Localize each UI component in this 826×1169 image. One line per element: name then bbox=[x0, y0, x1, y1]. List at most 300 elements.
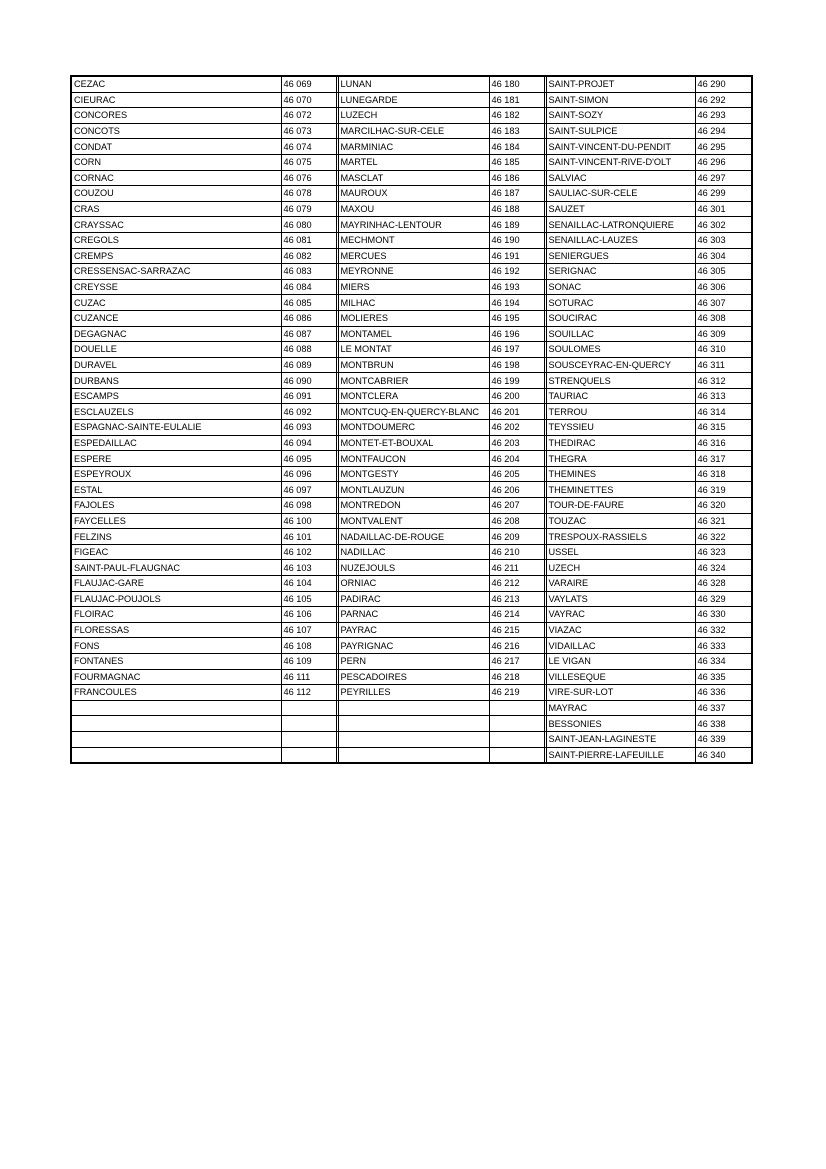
commune-name: SAINT-JEAN-LAGINESTE bbox=[546, 731, 695, 747]
commune-name: MERCUES bbox=[338, 248, 489, 264]
commune-code: 46 319 bbox=[695, 482, 752, 498]
commune-code: 46 086 bbox=[281, 310, 336, 326]
commune-code: 46 081 bbox=[281, 232, 336, 248]
commune-name: NADILLAC bbox=[338, 544, 489, 560]
commune-code: 46 210 bbox=[489, 544, 544, 560]
commune-code: 46 203 bbox=[489, 435, 544, 451]
commune-name bbox=[71, 716, 281, 732]
commune-name: SONAC bbox=[546, 279, 695, 295]
commune-name: MASCLAT bbox=[338, 170, 489, 186]
commune-name: ORNIAC bbox=[338, 576, 489, 592]
commune-code: 46 330 bbox=[695, 607, 752, 623]
commune-name: SENIERGUES bbox=[546, 248, 695, 264]
commune-name: MARCILHAC-SUR-CELE bbox=[338, 123, 489, 139]
table-row bbox=[71, 248, 752, 264]
commune-name: CRAYSSAC bbox=[71, 217, 281, 233]
table-row bbox=[71, 186, 752, 202]
commune-code: 46 202 bbox=[489, 420, 544, 436]
table-row bbox=[71, 326, 752, 342]
commune-name: SAINT-PIERRE-LAFEUILLE bbox=[546, 747, 695, 763]
communes-table bbox=[70, 75, 753, 764]
commune-code: 46 332 bbox=[695, 622, 752, 638]
commune-code: 46 196 bbox=[489, 326, 544, 342]
table-row bbox=[71, 576, 752, 592]
table-row bbox=[71, 482, 752, 498]
commune-code: 46 308 bbox=[695, 310, 752, 326]
commune-name: SALVIAC bbox=[546, 170, 695, 186]
commune-code: 46 180 bbox=[489, 76, 544, 92]
commune-name: CREYSSE bbox=[71, 279, 281, 295]
commune-code: 46 185 bbox=[489, 154, 544, 170]
commune-code: 46 088 bbox=[281, 342, 336, 358]
commune-name: MONTGESTY bbox=[338, 466, 489, 482]
commune-name: SOUCIRAC bbox=[546, 310, 695, 326]
commune-code: 46 080 bbox=[281, 217, 336, 233]
commune-name: DURBANS bbox=[71, 373, 281, 389]
commune-name: LUNEGARDE bbox=[338, 92, 489, 108]
commune-name: SAINT-PROJET bbox=[546, 76, 695, 92]
table-row bbox=[71, 404, 752, 420]
commune-code: 46 097 bbox=[281, 482, 336, 498]
commune-code bbox=[281, 700, 336, 716]
commune-name: ESTAL bbox=[71, 482, 281, 498]
commune-name: CUZAC bbox=[71, 295, 281, 311]
table-row bbox=[71, 357, 752, 373]
commune-name: VIDAILLAC bbox=[546, 638, 695, 654]
table-row bbox=[71, 373, 752, 389]
commune-code: 46 201 bbox=[489, 404, 544, 420]
commune-name: DOUELLE bbox=[71, 342, 281, 358]
commune-name: FRANCOULES bbox=[71, 685, 281, 701]
commune-name: SOTURAC bbox=[546, 295, 695, 311]
commune-code: 46 301 bbox=[695, 201, 752, 217]
commune-code bbox=[489, 747, 544, 763]
commune-name: MIERS bbox=[338, 279, 489, 295]
commune-code: 46 216 bbox=[489, 638, 544, 654]
commune-code: 46 337 bbox=[695, 700, 752, 716]
commune-code: 46 213 bbox=[489, 591, 544, 607]
commune-name: TOUR-DE-FAURE bbox=[546, 498, 695, 514]
commune-code: 46 107 bbox=[281, 622, 336, 638]
commune-name: MARTEL bbox=[338, 154, 489, 170]
commune-code: 46 090 bbox=[281, 373, 336, 389]
commune-name bbox=[338, 716, 489, 732]
table-row bbox=[71, 622, 752, 638]
commune-code: 46 318 bbox=[695, 466, 752, 482]
commune-name: VIAZAC bbox=[546, 622, 695, 638]
commune-name: BESSONIES bbox=[546, 716, 695, 732]
commune-code: 46 181 bbox=[489, 92, 544, 108]
table-row bbox=[71, 123, 752, 139]
commune-code bbox=[281, 716, 336, 732]
commune-name: PESCADOIRES bbox=[338, 669, 489, 685]
commune-name: SERIGNAC bbox=[546, 264, 695, 280]
commune-code: 46 299 bbox=[695, 186, 752, 202]
table-row bbox=[71, 700, 752, 716]
commune-code: 46 329 bbox=[695, 591, 752, 607]
commune-code: 46 084 bbox=[281, 279, 336, 295]
table-row bbox=[71, 451, 752, 467]
commune-name: CREMPS bbox=[71, 248, 281, 264]
commune-code: 46 290 bbox=[695, 76, 752, 92]
commune-name: FLAUJAC-GARE bbox=[71, 576, 281, 592]
commune-name: ESPERE bbox=[71, 451, 281, 467]
commune-name: MONTCUQ-EN-QUERCY-BLANC bbox=[338, 404, 489, 420]
commune-code bbox=[489, 716, 544, 732]
commune-name: TERROU bbox=[546, 404, 695, 420]
table-row bbox=[71, 638, 752, 654]
commune-name: LUZECH bbox=[338, 108, 489, 124]
commune-name: THEMINETTES bbox=[546, 482, 695, 498]
commune-code: 46 314 bbox=[695, 404, 752, 420]
commune-code: 46 303 bbox=[695, 232, 752, 248]
commune-name: PARNAC bbox=[338, 607, 489, 623]
commune-code: 46 335 bbox=[695, 669, 752, 685]
commune-code: 46 311 bbox=[695, 357, 752, 373]
commune-name: MONTFAUCON bbox=[338, 451, 489, 467]
commune-name: FLOIRAC bbox=[71, 607, 281, 623]
table-row bbox=[71, 139, 752, 155]
table-row bbox=[71, 591, 752, 607]
commune-code: 46 092 bbox=[281, 404, 336, 420]
commune-code: 46 296 bbox=[695, 154, 752, 170]
commune-code: 46 070 bbox=[281, 92, 336, 108]
commune-name: CONCOTS bbox=[71, 123, 281, 139]
commune-name: SAULIAC-SUR-CELE bbox=[546, 186, 695, 202]
table-row bbox=[71, 607, 752, 623]
commune-name: FELZINS bbox=[71, 529, 281, 545]
commune-name: ESPAGNAC-SAINTE-EULALIE bbox=[71, 420, 281, 436]
table-row bbox=[71, 201, 752, 217]
table-row bbox=[71, 653, 752, 669]
commune-code: 46 095 bbox=[281, 451, 336, 467]
commune-code: 46 198 bbox=[489, 357, 544, 373]
table-row bbox=[71, 92, 752, 108]
commune-code: 46 111 bbox=[281, 669, 336, 685]
commune-code: 46 316 bbox=[695, 435, 752, 451]
commune-code: 46 297 bbox=[695, 170, 752, 186]
commune-name: MAUROUX bbox=[338, 186, 489, 202]
commune-name: CEZAC bbox=[71, 76, 281, 92]
commune-name: SAINT-SOZY bbox=[546, 108, 695, 124]
commune-name: FAJOLES bbox=[71, 498, 281, 514]
commune-code: 46 217 bbox=[489, 653, 544, 669]
table-row bbox=[71, 217, 752, 233]
commune-name: VAYLATS bbox=[546, 591, 695, 607]
table-row bbox=[71, 108, 752, 124]
commune-code: 46 214 bbox=[489, 607, 544, 623]
commune-name bbox=[338, 700, 489, 716]
commune-name: THEDIRAC bbox=[546, 435, 695, 451]
commune-code: 46 317 bbox=[695, 451, 752, 467]
commune-code: 46 218 bbox=[489, 669, 544, 685]
commune-code: 46 091 bbox=[281, 388, 336, 404]
table-row bbox=[71, 310, 752, 326]
commune-code: 46 305 bbox=[695, 264, 752, 280]
table-row bbox=[71, 154, 752, 170]
commune-name: MONTAMEL bbox=[338, 326, 489, 342]
commune-code: 46 189 bbox=[489, 217, 544, 233]
commune-name: MONTREDON bbox=[338, 498, 489, 514]
table-row bbox=[71, 669, 752, 685]
commune-name: THEMINES bbox=[546, 466, 695, 482]
commune-name: SAUZET bbox=[546, 201, 695, 217]
commune-name: FLAUJAC-POUJOLS bbox=[71, 591, 281, 607]
commune-code: 46 195 bbox=[489, 310, 544, 326]
commune-name: STRENQUELS bbox=[546, 373, 695, 389]
commune-code: 46 204 bbox=[489, 451, 544, 467]
commune-name: MEYRONNE bbox=[338, 264, 489, 280]
commune-code: 46 206 bbox=[489, 482, 544, 498]
commune-name: MONTET-ET-BOUXAL bbox=[338, 435, 489, 451]
commune-code: 46 211 bbox=[489, 560, 544, 576]
table-row bbox=[71, 435, 752, 451]
table-row bbox=[71, 295, 752, 311]
commune-code: 46 105 bbox=[281, 591, 336, 607]
commune-name: NADAILLAC-DE-ROUGE bbox=[338, 529, 489, 545]
commune-name: MECHMONT bbox=[338, 232, 489, 248]
commune-name: LUNAN bbox=[338, 76, 489, 92]
commune-name: FONS bbox=[71, 638, 281, 654]
commune-code: 46 302 bbox=[695, 217, 752, 233]
commune-code: 46 188 bbox=[489, 201, 544, 217]
commune-code: 46 182 bbox=[489, 108, 544, 124]
commune-code: 46 208 bbox=[489, 513, 544, 529]
commune-code: 46 069 bbox=[281, 76, 336, 92]
table-row bbox=[71, 513, 752, 529]
commune-code: 46 194 bbox=[489, 295, 544, 311]
commune-code: 46 183 bbox=[489, 123, 544, 139]
commune-code: 46 320 bbox=[695, 498, 752, 514]
commune-name: MONTVALENT bbox=[338, 513, 489, 529]
commune-name: CUZANCE bbox=[71, 310, 281, 326]
commune-name: PEYRILLES bbox=[338, 685, 489, 701]
commune-code: 46 324 bbox=[695, 560, 752, 576]
commune-code: 46 306 bbox=[695, 279, 752, 295]
commune-name: CRAS bbox=[71, 201, 281, 217]
commune-code: 46 321 bbox=[695, 513, 752, 529]
commune-code: 46 079 bbox=[281, 201, 336, 217]
commune-code: 46 294 bbox=[695, 123, 752, 139]
commune-name: MAXOU bbox=[338, 201, 489, 217]
commune-code: 46 336 bbox=[695, 685, 752, 701]
commune-name: MONTDOUMERC bbox=[338, 420, 489, 436]
commune-name: NUZEJOULS bbox=[338, 560, 489, 576]
commune-name: ESCAMPS bbox=[71, 388, 281, 404]
commune-name: CREGOLS bbox=[71, 232, 281, 248]
commune-code: 46 197 bbox=[489, 342, 544, 358]
commune-name: SENAILLAC-LAUZES bbox=[546, 232, 695, 248]
commune-name: VIRE-SUR-LOT bbox=[546, 685, 695, 701]
table-row bbox=[71, 498, 752, 514]
commune-code: 46 072 bbox=[281, 108, 336, 124]
commune-code: 46 076 bbox=[281, 170, 336, 186]
commune-code: 46 191 bbox=[489, 248, 544, 264]
table-row bbox=[71, 747, 752, 763]
commune-code bbox=[489, 731, 544, 747]
table-row bbox=[71, 716, 752, 732]
commune-name: FIGEAC bbox=[71, 544, 281, 560]
commune-name: MONTLAUZUN bbox=[338, 482, 489, 498]
commune-code: 46 212 bbox=[489, 576, 544, 592]
commune-name bbox=[71, 700, 281, 716]
commune-name: MARMINIAC bbox=[338, 139, 489, 155]
commune-code: 46 190 bbox=[489, 232, 544, 248]
commune-name: TRESPOUX-RASSIELS bbox=[546, 529, 695, 545]
commune-code: 46 109 bbox=[281, 653, 336, 669]
table-row bbox=[71, 560, 752, 576]
table-row bbox=[71, 342, 752, 358]
commune-code: 46 108 bbox=[281, 638, 336, 654]
commune-code: 46 087 bbox=[281, 326, 336, 342]
commune-code: 46 103 bbox=[281, 560, 336, 576]
commune-name: CORN bbox=[71, 154, 281, 170]
table-row bbox=[71, 232, 752, 248]
commune-code: 46 323 bbox=[695, 544, 752, 560]
commune-name bbox=[338, 747, 489, 763]
commune-code: 46 312 bbox=[695, 373, 752, 389]
commune-code: 46 207 bbox=[489, 498, 544, 514]
commune-code: 46 102 bbox=[281, 544, 336, 560]
commune-name: LE MONTAT bbox=[338, 342, 489, 358]
commune-code: 46 200 bbox=[489, 388, 544, 404]
commune-code: 46 322 bbox=[695, 529, 752, 545]
commune-code bbox=[281, 747, 336, 763]
table-row bbox=[71, 264, 752, 280]
commune-code: 46 328 bbox=[695, 576, 752, 592]
commune-name: SAINT-VINCENT-RIVE-D'OLT bbox=[546, 154, 695, 170]
commune-name: FOURMAGNAC bbox=[71, 669, 281, 685]
commune-name: CORNAC bbox=[71, 170, 281, 186]
commune-name: PAYRAC bbox=[338, 622, 489, 638]
commune-name: SOULOMES bbox=[546, 342, 695, 358]
commune-code: 46 093 bbox=[281, 420, 336, 436]
commune-name: PADIRAC bbox=[338, 591, 489, 607]
commune-name: UZECH bbox=[546, 560, 695, 576]
communes-table-body bbox=[71, 76, 752, 763]
commune-code: 46 073 bbox=[281, 123, 336, 139]
commune-name: SAINT-SIMON bbox=[546, 92, 695, 108]
commune-code: 46 310 bbox=[695, 342, 752, 358]
commune-name: SENAILLAC-LATRONQUIERE bbox=[546, 217, 695, 233]
commune-name: MILHAC bbox=[338, 295, 489, 311]
table-row bbox=[71, 685, 752, 701]
table-row bbox=[71, 279, 752, 295]
commune-name: MONTBRUN bbox=[338, 357, 489, 373]
commune-name: THEGRA bbox=[546, 451, 695, 467]
commune-name: TOUZAC bbox=[546, 513, 695, 529]
commune-name: TAURIAC bbox=[546, 388, 695, 404]
commune-code: 46 082 bbox=[281, 248, 336, 264]
commune-code: 46 219 bbox=[489, 685, 544, 701]
commune-code: 46 085 bbox=[281, 295, 336, 311]
commune-code: 46 098 bbox=[281, 498, 336, 514]
commune-code: 46 100 bbox=[281, 513, 336, 529]
commune-name: PERN bbox=[338, 653, 489, 669]
commune-code: 46 339 bbox=[695, 731, 752, 747]
commune-code: 46 096 bbox=[281, 466, 336, 482]
commune-name: ESPEDAILLAC bbox=[71, 435, 281, 451]
table-row bbox=[71, 466, 752, 482]
commune-name: MAYRAC bbox=[546, 700, 695, 716]
commune-name: FLORESSAS bbox=[71, 622, 281, 638]
commune-name: LE VIGAN bbox=[546, 653, 695, 669]
commune-code: 46 192 bbox=[489, 264, 544, 280]
commune-name: COUZOU bbox=[71, 186, 281, 202]
table-row bbox=[71, 420, 752, 436]
table-row bbox=[71, 76, 752, 92]
commune-name: CRESSENSAC-SARRAZAC bbox=[71, 264, 281, 280]
commune-code: 46 313 bbox=[695, 388, 752, 404]
commune-name: MAYRINHAC-LENTOUR bbox=[338, 217, 489, 233]
commune-name: ESPEYROUX bbox=[71, 466, 281, 482]
commune-code: 46 199 bbox=[489, 373, 544, 389]
commune-code bbox=[489, 700, 544, 716]
commune-code: 46 074 bbox=[281, 139, 336, 155]
commune-name: VAYRAC bbox=[546, 607, 695, 623]
commune-name: MONTCLERA bbox=[338, 388, 489, 404]
commune-code: 46 193 bbox=[489, 279, 544, 295]
commune-code: 46 094 bbox=[281, 435, 336, 451]
commune-code bbox=[281, 731, 336, 747]
commune-code: 46 112 bbox=[281, 685, 336, 701]
commune-name: CIEURAC bbox=[71, 92, 281, 108]
commune-code: 46 083 bbox=[281, 264, 336, 280]
commune-code: 46 101 bbox=[281, 529, 336, 545]
commune-code: 46 104 bbox=[281, 576, 336, 592]
commune-name: ESCLAUZELS bbox=[71, 404, 281, 420]
commune-code: 46 309 bbox=[695, 326, 752, 342]
commune-name: SAINT-PAUL-FLAUGNAC bbox=[71, 560, 281, 576]
commune-code: 46 075 bbox=[281, 154, 336, 170]
commune-name: SAINT-SULPICE bbox=[546, 123, 695, 139]
commune-name: CONDAT bbox=[71, 139, 281, 155]
commune-name: MOLIERES bbox=[338, 310, 489, 326]
commune-name: PAYRIGNAC bbox=[338, 638, 489, 654]
commune-name: TEYSSIEU bbox=[546, 420, 695, 436]
commune-code: 46 184 bbox=[489, 139, 544, 155]
commune-code: 46 209 bbox=[489, 529, 544, 545]
commune-code: 46 215 bbox=[489, 622, 544, 638]
commune-code: 46 089 bbox=[281, 357, 336, 373]
commune-code: 46 338 bbox=[695, 716, 752, 732]
commune-code: 46 307 bbox=[695, 295, 752, 311]
table-row bbox=[71, 731, 752, 747]
commune-code: 46 292 bbox=[695, 92, 752, 108]
table-row bbox=[71, 388, 752, 404]
commune-name: VARAIRE bbox=[546, 576, 695, 592]
commune-name: SOUSCEYRAC-EN-QUERCY bbox=[546, 357, 695, 373]
commune-name: VILLESEQUE bbox=[546, 669, 695, 685]
commune-name: SOUILLAC bbox=[546, 326, 695, 342]
commune-name: DURAVEL bbox=[71, 357, 281, 373]
commune-name: FAYCELLES bbox=[71, 513, 281, 529]
commune-name: DEGAGNAC bbox=[71, 326, 281, 342]
commune-code: 46 340 bbox=[695, 747, 752, 763]
commune-name: USSEL bbox=[546, 544, 695, 560]
commune-code: 46 304 bbox=[695, 248, 752, 264]
commune-code: 46 315 bbox=[695, 420, 752, 436]
table-row bbox=[71, 170, 752, 186]
commune-code: 46 333 bbox=[695, 638, 752, 654]
commune-name bbox=[71, 747, 281, 763]
commune-name: FONTANES bbox=[71, 653, 281, 669]
table-row bbox=[71, 544, 752, 560]
commune-code: 46 334 bbox=[695, 653, 752, 669]
commune-code: 46 186 bbox=[489, 170, 544, 186]
commune-name: CONCORES bbox=[71, 108, 281, 124]
commune-code: 46 205 bbox=[489, 466, 544, 482]
